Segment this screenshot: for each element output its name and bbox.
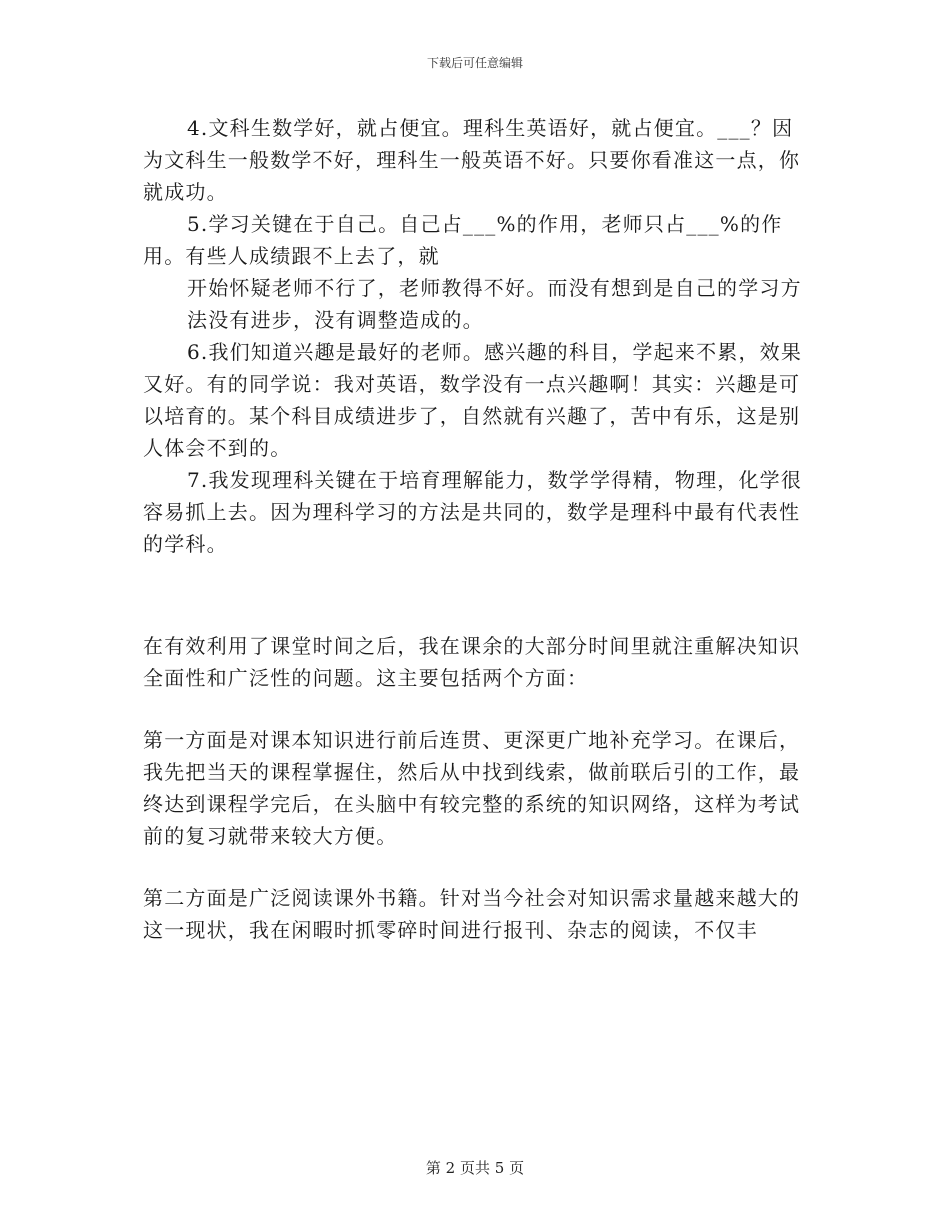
paragraph-5-part-2: 开始怀疑老师不行了，老师教得不好。而没有想到是自己的学习方法没有进步，没有调整造成的。 bbox=[187, 276, 802, 332]
paragraph-second-aspect: 第二方面是广泛阅读课外书籍。针对当今社会对知识需求量越来越大的这一现状，我在闲暇时抓零碎时间进行报刊、杂志的阅读，不仅丰 bbox=[143, 886, 801, 942]
page-header: 下载后可任意编辑 bbox=[426, 56, 523, 70]
page-footer: 第 2 页共 5 页 bbox=[425, 1159, 525, 1177]
paragraph-5-part-1: 5.学习关键在于自己。自己占___%的作用，老师只占___%的作用。有些人成绩跟不上去了，就 bbox=[143, 212, 783, 268]
paragraph-first-aspect: 第一方面是对课本知识进行前后连贯、更深更广地补充学习。在课后，我先把当天的课程掌握住，然后从中找到线索，做前联后引的工作，最终达到课程学完后，在头脑中有较完整的系统的知识网络，这样为考试前的复习就带来较大方便。 bbox=[143, 728, 801, 848]
paragraph-after-class: 在有效利用了课堂时间之后，我在课余的大部分时间里就注重解决知识全面性和广泛性的问题。这主要包括两个方面： bbox=[143, 634, 801, 690]
paragraph-7: 7.我发现理科关键在于培育理解能力，数学学得精，物理，化学很容易抓上去。因为理科学习的方法是共同的，数学是理科中最有代表性的学科。 bbox=[143, 468, 803, 556]
document-body bbox=[143, 112, 803, 946]
paragraph-4: 4.文科生数学好，就占便宜。理科生英语好，就占便宜。___？因为文科生一般数学不好，理科生一般英语不好。只要你看准这一点，你就成功。 bbox=[143, 116, 801, 204]
paragraph-6: 6.我们知道兴趣是最好的老师。感兴趣的科目，学起来不累，效果又好。有的同学说：我对英语，数学没有一点兴趣啊！其实：兴趣是可以培育的。某个科目成绩进步了，自然就有兴趣了，苦中有乐，这是别人体会不到的。 bbox=[143, 340, 803, 460]
